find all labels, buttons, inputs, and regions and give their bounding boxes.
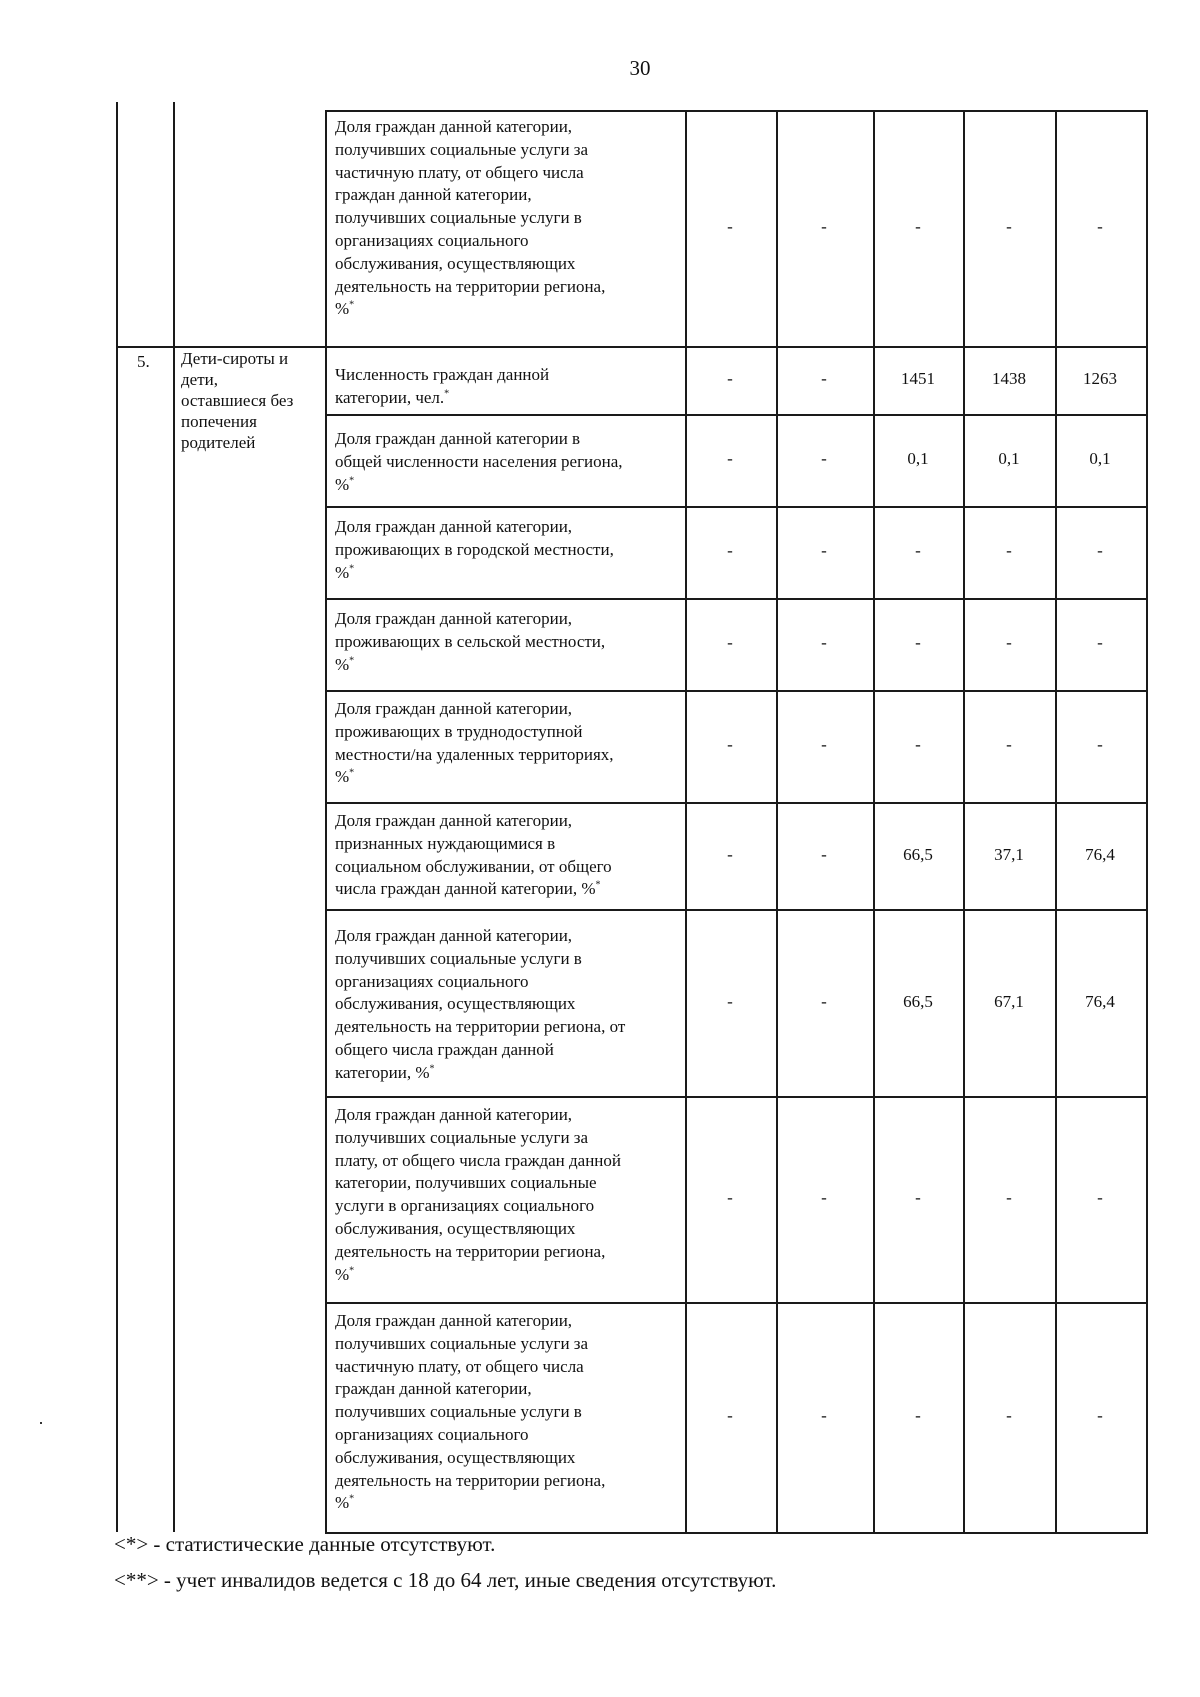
table-border <box>1055 110 1057 1532</box>
indicator-label: Доля граждан данной категории, получивших социальные услуги за частичную плату, от общего числа граждан данной категории, получивших социальные услуги в организациях социального обслуживания, осуществляющих деятельность на территории региона, %* <box>335 1311 606 1513</box>
table-cell-value: - <box>821 1188 827 1207</box>
table-cell-value: - <box>821 844 827 864</box>
table-cell-value: 76,4 <box>1085 991 1115 1011</box>
table-border <box>325 414 1148 416</box>
footnote-mark: * <box>349 299 355 311</box>
table-cell-value: - <box>1097 633 1103 652</box>
footnote-mark: * <box>349 474 355 486</box>
table-cell-value: - <box>821 991 827 1011</box>
table-cell-value: - <box>1006 735 1012 754</box>
table-cell-value: - <box>1006 1406 1012 1425</box>
table-cell-value: - <box>821 541 827 560</box>
table-cell-value: - <box>915 633 921 652</box>
table-border <box>963 110 965 1532</box>
table-cell-value: - <box>1097 217 1103 236</box>
table-cell-value: - <box>821 735 827 754</box>
table-cell-value: 0,1 <box>907 449 929 468</box>
table-border <box>325 1096 1148 1098</box>
table-cell-value: - <box>821 1406 827 1425</box>
indicator-label: Доля граждан данной категории, признанных нуждающимися в социальном обслуживании, от общего числа граждан данной категории, %* <box>335 811 612 899</box>
table-cell-value: - <box>1097 541 1103 560</box>
footnote-mark: * <box>349 562 355 574</box>
table-cell-value: - <box>821 369 827 388</box>
indicator-label: Доля граждан данной категории, проживающих в труднодоступной местности/на удаленных территориях, %* <box>335 699 614 787</box>
indicator-label: Численность граждан данной категории, чел.* <box>335 365 550 407</box>
scan-dot <box>40 1422 42 1424</box>
table-cell-value: - <box>727 369 733 388</box>
table-cell-value: 0,1 <box>1089 449 1111 468</box>
table-cell-value: - <box>727 1188 733 1207</box>
table-cell-value: - <box>727 991 733 1011</box>
table-cell-value: - <box>915 541 921 560</box>
table-cell-value: - <box>727 541 733 560</box>
table-border <box>325 110 1148 112</box>
table-cell-value: - <box>727 449 733 468</box>
table-cell-value: - <box>1097 735 1103 754</box>
footnote-2: <**> - учет инвалидов ведется с 18 до 64 лет, иные сведения отсутствуют. <box>114 1568 777 1592</box>
table-cell-value: 66,5 <box>903 844 933 864</box>
indicator-label: Доля граждан данной категории, проживающих в городской местности, %* <box>335 517 614 582</box>
table-cell-value: 67,1 <box>994 991 1024 1011</box>
footnote-mark: * <box>595 879 601 891</box>
indicator-label: Доля граждан данной категории, получивших социальные услуги за плату, от общего числа граждан данной категории, получивших социальные услуги в организациях социального обслуживания, осуществляющих деятельность на территории региона, %* <box>335 1105 621 1284</box>
table-cell-value: - <box>821 217 827 236</box>
table-cell-value: - <box>821 633 827 652</box>
table-border <box>873 110 875 1532</box>
footnote-1: <*> - статистические данные отсутствуют. <box>114 1532 496 1556</box>
table-cell-value: - <box>915 735 921 754</box>
table-cell-value: - <box>727 217 733 236</box>
footnote-mark: * <box>349 767 355 779</box>
footnote-mark: * <box>349 1493 355 1505</box>
footnote-mark: * <box>349 654 355 666</box>
table-border <box>325 1302 1148 1304</box>
table-cell-value: - <box>915 217 921 236</box>
table-border <box>325 598 1148 600</box>
table-cell-value: 76,4 <box>1085 844 1115 864</box>
table-cell-value: - <box>727 1406 733 1425</box>
table-cell-value: 66,5 <box>903 991 933 1011</box>
table-border <box>173 102 175 1532</box>
table-cell-value: 1451 <box>901 369 935 388</box>
table-border <box>325 690 1148 692</box>
footnote-mark: * <box>349 1264 355 1276</box>
table-cell-value: - <box>1006 633 1012 652</box>
table-cell-value: - <box>1097 1188 1103 1207</box>
page-number: 30 <box>629 56 651 80</box>
table-cell-value: - <box>727 844 733 864</box>
table-cell-value: - <box>1006 541 1012 560</box>
table-border <box>776 110 778 1532</box>
table-cell-value: - <box>915 1406 921 1425</box>
table-cell-value: - <box>1006 1188 1012 1207</box>
table-border <box>325 802 1148 804</box>
table-border <box>1146 110 1148 1532</box>
indicator-label: Доля граждан данной категории, проживающих в сельской местности, %* <box>335 609 606 674</box>
table-cell-value: - <box>1097 1406 1103 1425</box>
indicator-label: Доля граждан данной категории в общей численности населения региона, %* <box>335 429 623 494</box>
table-border <box>325 110 327 1532</box>
table-cell-value: 37,1 <box>994 844 1024 864</box>
table-cell-value: 0,1 <box>998 449 1020 468</box>
footnote-mark: * <box>444 388 450 400</box>
row-number: 5. <box>137 352 150 371</box>
indicator-label: Доля граждан данной категории, получивших социальные услуги за частичную плату, от общего числа граждан данной категории, получивших социальные услуги в организациях социального обслуживания, осуществляющих деятельность на территории региона, %* <box>335 117 606 319</box>
table-cell-value: - <box>727 633 733 652</box>
table-cell-value: - <box>727 735 733 754</box>
indicator-label: Доля граждан данной категории, получивших социальные услуги в организациях социального обслуживания, осуществляющих деятельность на территории региона, от общего числа граждан данной категории, %* <box>335 926 626 1082</box>
table-border <box>685 110 687 1532</box>
category-name: Дети-сироты и дети, оставшиеся без попечения родителей <box>181 349 294 452</box>
table-border <box>325 909 1148 911</box>
table-cell-value: 1438 <box>992 369 1026 388</box>
table-border <box>325 506 1148 508</box>
table-cell-value: - <box>821 449 827 468</box>
footnote-mark: * <box>429 1063 435 1075</box>
table-border <box>116 102 118 1532</box>
table-cell-value: 1263 <box>1083 369 1117 388</box>
table-cell-value: - <box>915 1188 921 1207</box>
table-cell-value: - <box>1006 217 1012 236</box>
